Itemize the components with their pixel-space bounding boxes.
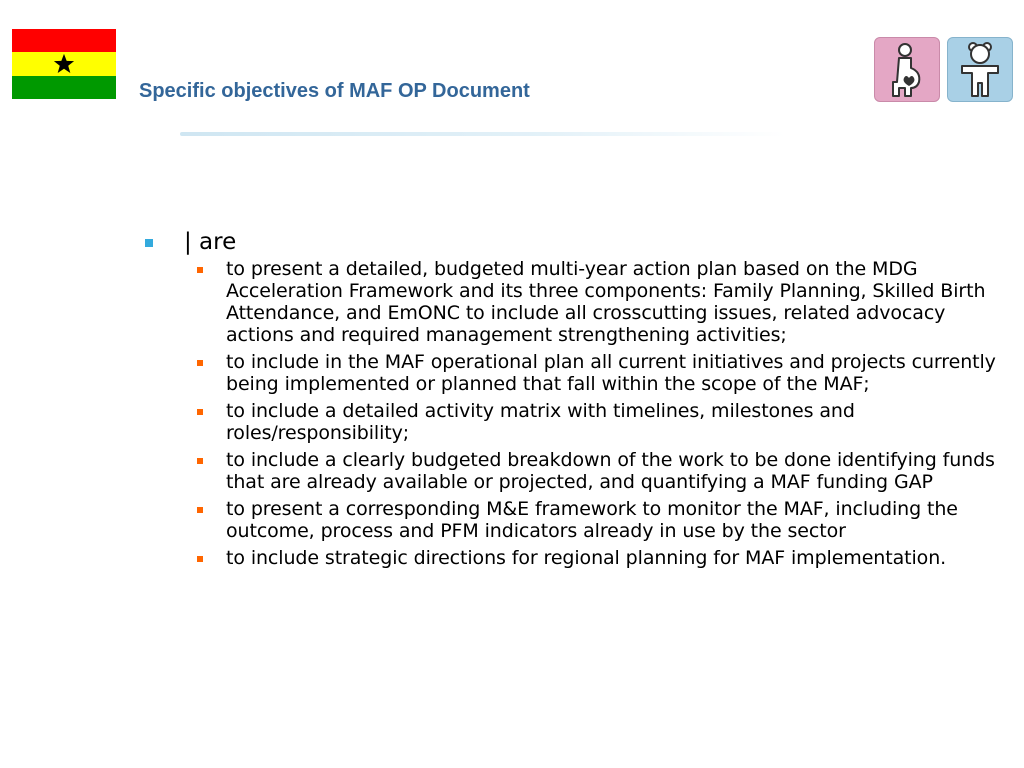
level1-text: | are [184,229,237,255]
square-bullet-icon [145,239,153,247]
square-bullet-icon [197,267,203,273]
objective-item [140,547,1000,569]
square-bullet-icon [197,409,203,415]
square-bullet-icon [197,507,203,513]
objectives-body [140,228,1000,574]
slide-title: Specific objectives of MAF OP Document [139,80,530,102]
square-bullet-icon [197,360,203,366]
objective-text: to include strategic directions for regional planning for MAF implementation. [226,547,947,569]
square-bullet-icon [197,556,203,562]
pregnant-woman-icon [874,37,940,102]
objective-item [140,258,1000,346]
objective-text: to include a clearly budgeted breakdown of the work to be done identifying funds that are already available or projected, and quantifying a MAF funding GAP [226,449,995,493]
child-with-teddy-icon [947,37,1013,102]
objective-text: to include a detailed activity matrix with timelines, milestones and roles/responsibility; [226,400,855,444]
black-star-icon [53,53,75,75]
objective-text: to present a corresponding M&E framework to monitor the MAF, including the outcome, process and PFM indicators already in use by the sector [226,498,958,542]
objective-item [140,351,1000,395]
flag-green-stripe [12,76,116,99]
objective-text: to present a detailed, budgeted multi-year action plan based on the MDG Acceleration Framework and its three components: Family Planning, Skilled Birth Attendance, and EmONC to include all crosscutting issues, related advocacy actions and required management strengthening activities; [226,258,986,346]
objective-text: to include in the MAF operational plan all current initiatives and projects currently being implemented or planned that fall within the scope of the MAF; [226,351,996,395]
title-underline [180,132,785,136]
objective-item [140,400,1000,444]
ghana-flag-icon [12,29,116,99]
square-bullet-icon [197,458,203,464]
level1-item [140,228,1000,256]
objective-item [140,498,1000,542]
objective-item [140,449,1000,493]
objectives-list [140,258,1000,569]
flag-red-stripe [12,29,116,52]
